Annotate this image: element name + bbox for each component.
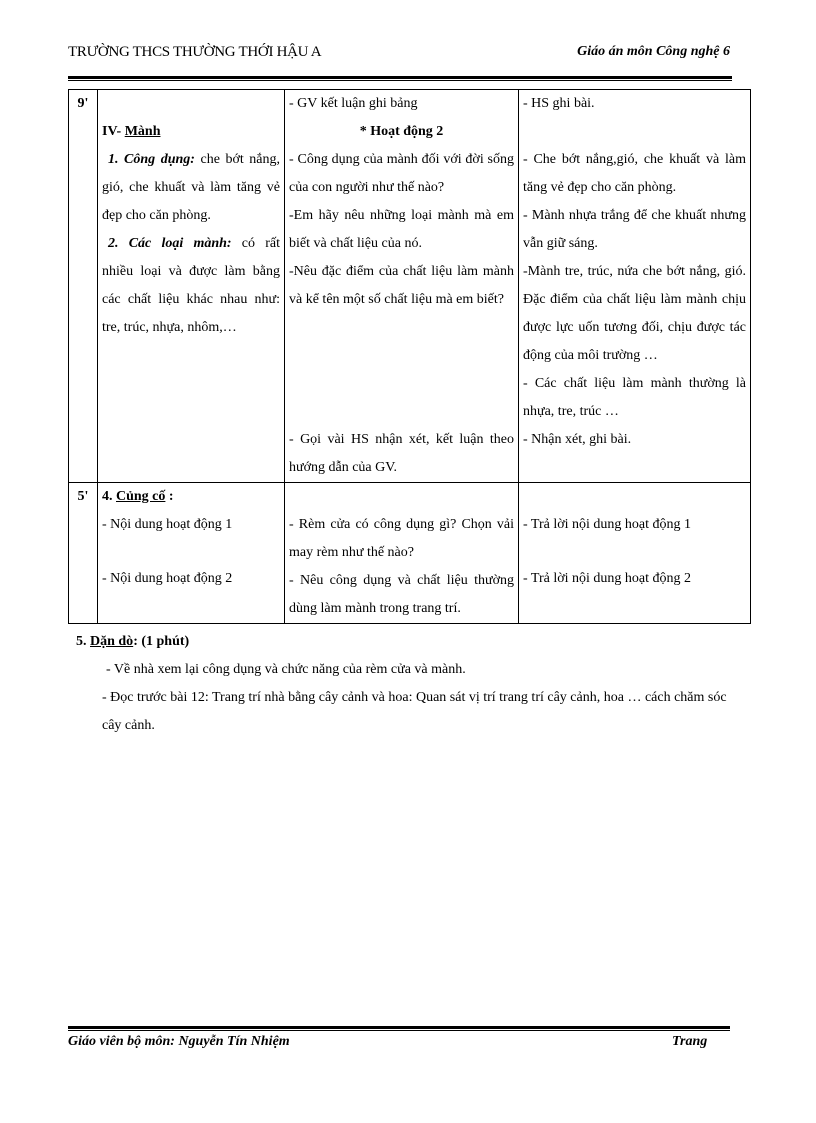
student-line: - Che bớt nắng,gió, che khuất và làm tăng vẻ đẹp cho căn phòng. (523, 152, 746, 195)
content-line: - Nội dung hoạt động 1 (102, 517, 233, 532)
content-cell (98, 90, 285, 483)
homework-section (76, 628, 736, 740)
homework-title: 5. Dặn dò: (1 phút) (76, 634, 190, 649)
activity-heading: * Hoạt động 2 (359, 124, 444, 139)
section-title: 4. Củng cố : (102, 489, 174, 504)
teacher-line: - Nêu công dụng và chất liệu thường dùng làm mành trong trang trí. (289, 573, 514, 616)
teacher-line: - Rèm cửa có công dụng gì? Chọn vải may rèm như thế nào? (289, 517, 514, 560)
student-line: - HS ghi bài. (523, 96, 595, 111)
time-cell: 5' (69, 483, 98, 624)
content-line: - Nội dung hoạt động 2 (102, 571, 233, 586)
section-title: IV- Mành (102, 124, 161, 139)
footer-rule-thin (68, 1030, 730, 1031)
content-cell (98, 483, 285, 624)
student-line: - Nhận xét, ghi bài. (523, 432, 632, 447)
student-cell (519, 90, 751, 483)
lesson-table (68, 89, 751, 624)
subject-title: Giáo án môn Công nghệ 6 (577, 44, 730, 59)
school-name: TRƯỜNG THCS THƯỜNG THỚI HẬU A (68, 44, 322, 60)
homework-line: - Về nhà xem lại công dụng và chức năng của rèm cửa và mành. (106, 662, 466, 677)
footer-rule (68, 1026, 730, 1029)
student-line: - Trả lời nội dung hoạt động 1 (523, 517, 692, 532)
student-line: - Các chất liệu làm mành thường là nhựa, tre, trúc … (523, 376, 746, 419)
usage-paragraph: 1. Công dụng: che bớt nắng, gió, che khuất và làm tăng vẻ đẹp cho căn phòng. (102, 152, 281, 223)
types-paragraph: 2. Các loại mành: có rất nhiều loại và được làm bằng các chất liệu khác nhau như: tre, trúc, nhựa, nhôm,… (102, 236, 280, 335)
teacher-line: - Công dụng của mành đối với đời sống của con người như thế nào? (289, 152, 514, 195)
table-row (69, 90, 751, 483)
header-rule (68, 76, 732, 79)
teacher-line: -Nêu đặc điểm của chất liệu làm mành và kể tên một số chất liệu mà em biết? (289, 264, 514, 307)
teacher-cell (285, 90, 519, 483)
page-label: Trang (672, 1034, 708, 1049)
teacher-name: Giáo viên bộ môn: Nguyễn Tín Nhiệm (68, 1034, 290, 1049)
student-line: -Mành tre, trúc, nứa che bớt nắng, gió. Đặc điểm của chất liệu làm mành chịu được lực uốn tương đối, chịu được tác động của môi trường … (523, 264, 746, 363)
student-cell (519, 483, 751, 624)
time-cell: 9' (69, 90, 98, 483)
teacher-line: - GV kết luận ghi bảng (289, 96, 418, 111)
homework-line: - Đọc trước bài 12: Trang trí nhà bằng cây cảnh và hoa: Quan sát vị trí trang trí cây cảnh, hoa … cách chăm sóc cây cảnh. (102, 690, 727, 733)
table-row (69, 483, 751, 624)
student-line: - Mành nhựa trắng để che khuất nhưng vẫn giữ sáng. (523, 208, 746, 251)
student-line: - Trả lời nội dung hoạt động 2 (523, 571, 692, 586)
teacher-line: -Em hãy nêu những loại mành mà em biết và chất liệu của nó. (289, 208, 514, 251)
teacher-cell (285, 483, 519, 624)
header-rule-thin (68, 80, 732, 81)
teacher-line: - Gọi vài HS nhận xét, kết luận theo hướng dẫn của GV. (289, 432, 514, 475)
